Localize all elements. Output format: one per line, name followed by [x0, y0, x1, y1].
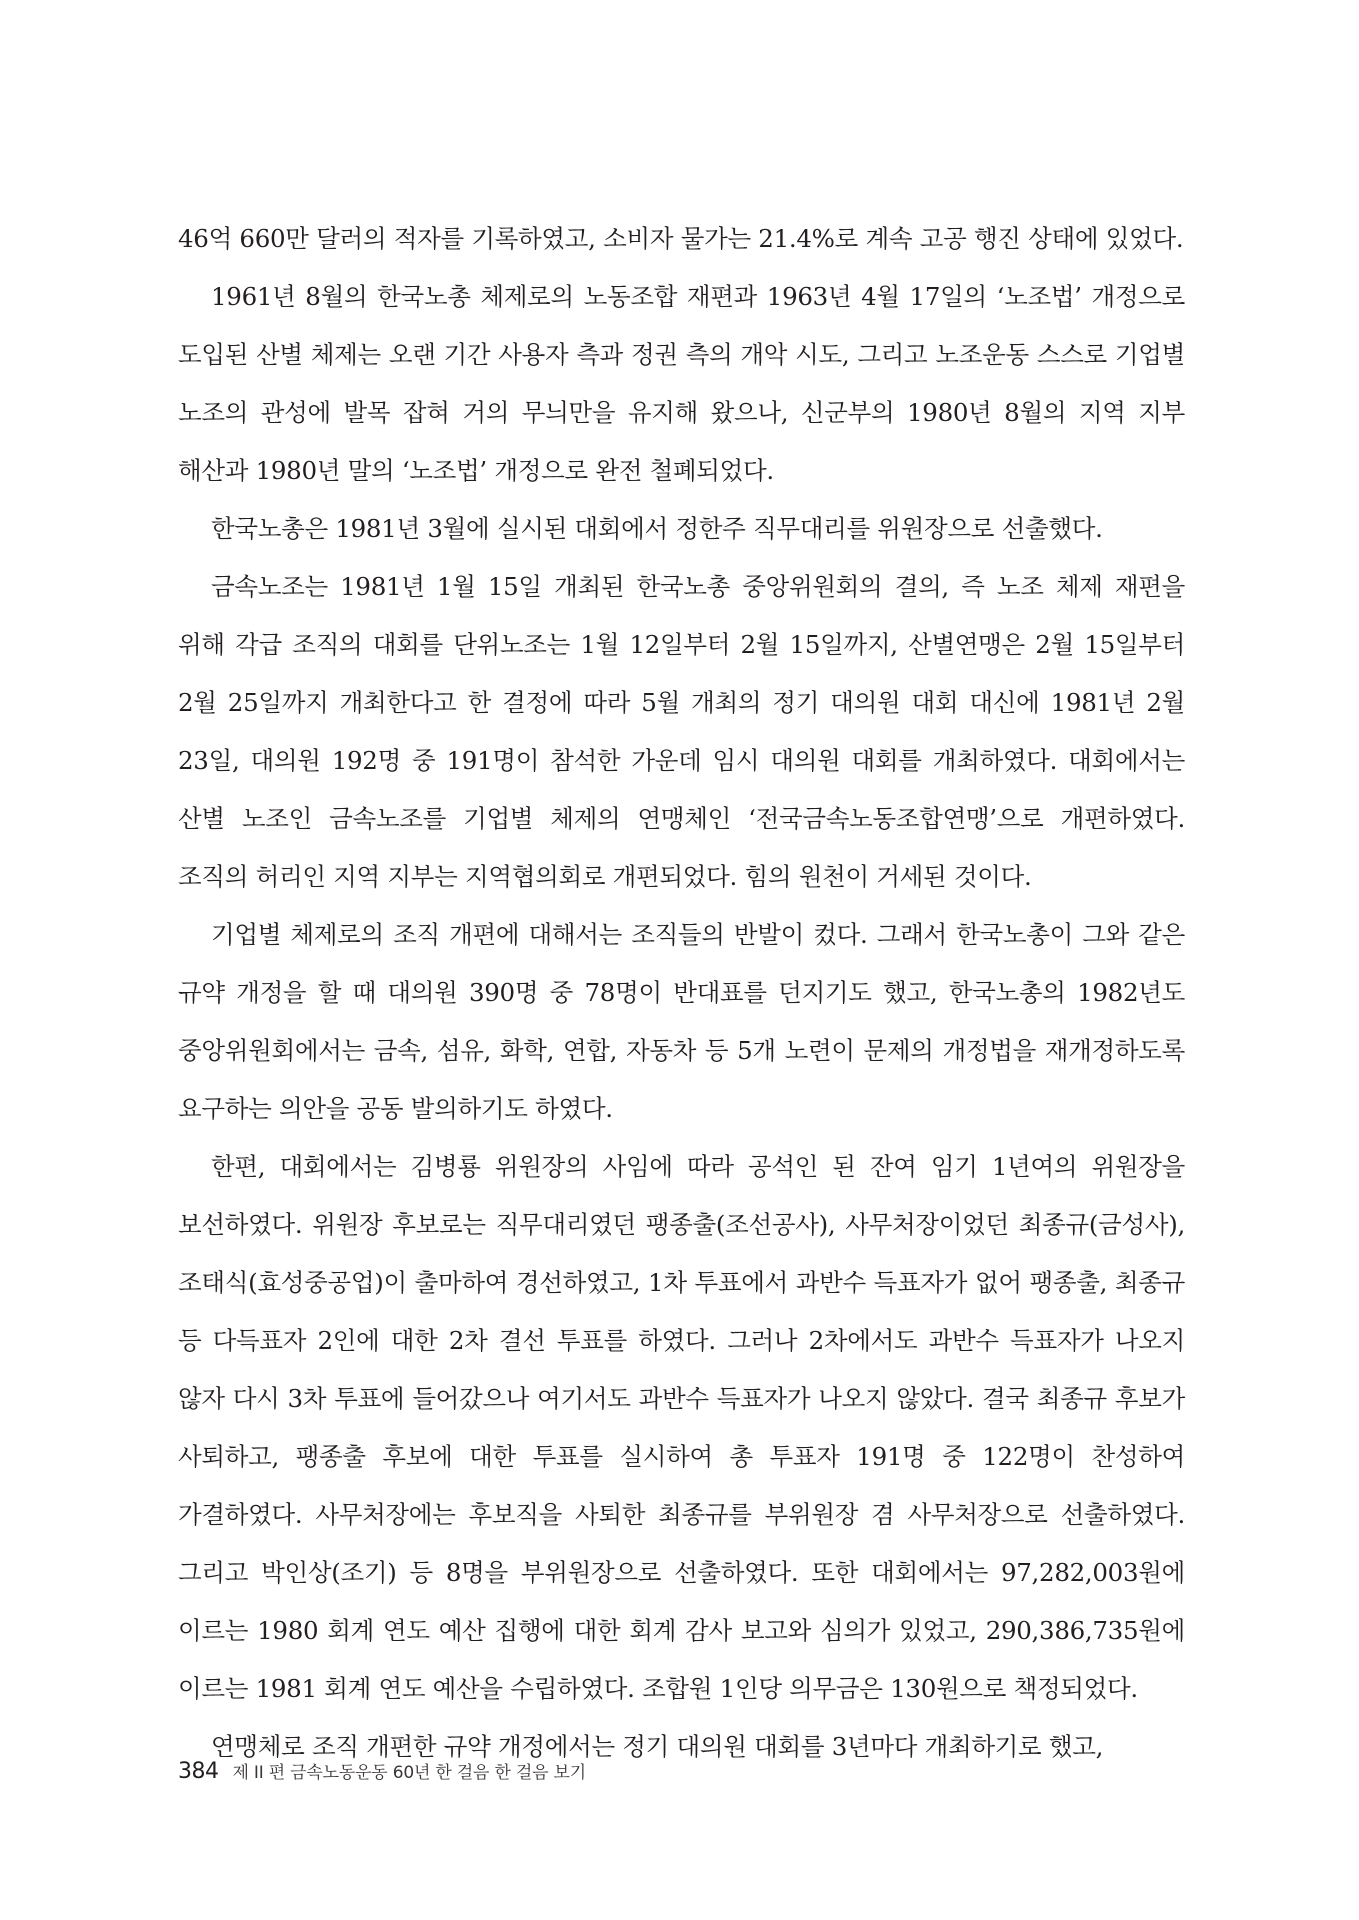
paragraph-1: 46억 660만 달러의 적자를 기록하였고, 소비자 물가는 21.4%로 계속 고공 행진 상태에 있었다. [178, 224, 1184, 253]
paragraph-5: 기업별 체제로의 조직 개편에 대해서는 조직들의 반발이 컸다. 그래서 한국노총이 그와 같은 규약 개정을 할 때 대의원 390명 중 78명이 반대표를 던지기도 했고, 한국노총의 1982년도 중앙위원회에서는 금속, 섬유, 화학, 연합, 자동차 등 5개 노련이 문제의 개정법을 재개정하도록 요구하는 의안을 공동 발의하기도 하였다. [178, 920, 1185, 1123]
paragraph-4: 금속노조는 1981년 1월 15일 개최된 한국노총 중앙위원회의 결의, 즉 노조 체제 재편을 위해 각급 조직의 대회를 단위노조는 1월 12일부터 2월 15일까지, 산별연맹은 2월 15일부터 2월 25일까지 개최한다고 한 결정에 따라 5월 개최의 정기 대의원 대회 대신에 1981년 2월 23일, 대의원 192명 중 191명이 참석한 가운데 임시 대의원 대회를 개최하였다. 대회에서는 산별 노조인 금속노조를 기업별 체제의 연맹체인 ‘전국금속노동조합연맹’으로 개편하였다. 조직의 허리인 지역 지부는 지역협의회로 개편되었다. 힘의 원천이 거세된 것이다. [178, 572, 1185, 891]
page-number: 384 [178, 1759, 219, 1784]
paragraph-6: 한편, 대회에서는 김병룡 위원장의 사임에 따라 공석인 된 잔여 임기 1년여의 위원장을 보선하였다. 위원장 후보로는 직무대리였던 팽종출(조선공사), 사무처장이었던 최종규(금성사), 조태식(효성중공업)이 출마하여 경선하였고, 1차 투표에서 과반수 득표자가 없어 팽종출, 최종규 등 다득표자 2인에 대한 2차 결선 투표를 하였다. 그러나 2차에서도 과반수 득표자가 나오지 않자 다시 3차 투표에 들어갔으나 여기서도 과반수 득표자가 나오지 않았다. 결국 최종규 후보가 사퇴하고, 팽종출 후보에 대한 투표를 실시하여 총 투표자 191명 중 122명이 찬성하여 가결하였다. 사무처장에는 후보직을 사퇴한 최종규를 부위원장 겸 사무처장으로 선출하였다. 그리고 박인상(조기) 등 8명을 부위원장으로 선출하였다. 또한 대회에서는 97,282,003원에 이르는 1980 회계 연도 예산 집행에 대한 회계 감사 보고와 심의가 있었고, 290,386,735원에 이르는 1981 회계 연도 예산을 수립하였다. 조합원 1인당 의무금은 130원으로 책정되었다. [178, 1152, 1185, 1703]
paragraph-7: 연맹체로 조직 개편한 규약 개정에서는 정기 대의원 대회를 3년마다 개최하기로 했고, [211, 1732, 1104, 1761]
paragraph-3: 한국노총은 1981년 3월에 실시된 대회에서 정한주 직무대리를 위원장으로 선출했다. [211, 514, 1103, 543]
body-text [178, 210, 1185, 1776]
running-head: 제 II 편 금속노동운동 60년 한 걸음 한 걸음 보기 [232, 1763, 586, 1783]
page-footer [178, 1758, 1078, 1788]
paragraph-2: 1961년 8월의 한국노총 체제로의 노동조합 재편과 1963년 4월 17일의 ‘노조법’ 개정으로 도입된 산별 체제는 오랜 기간 사용자 측과 정권 측의 개악 시도, 그리고 노조운동 스스로 기업별 노조의 관성에 발목 잡혀 거의 무늬만을 유지해 왔으나, 신군부의 1980년 8월의 지역 지부 해산과 1980년 말의 ‘노조법’ 개정으로 완전 철폐되었다. [178, 282, 1185, 485]
